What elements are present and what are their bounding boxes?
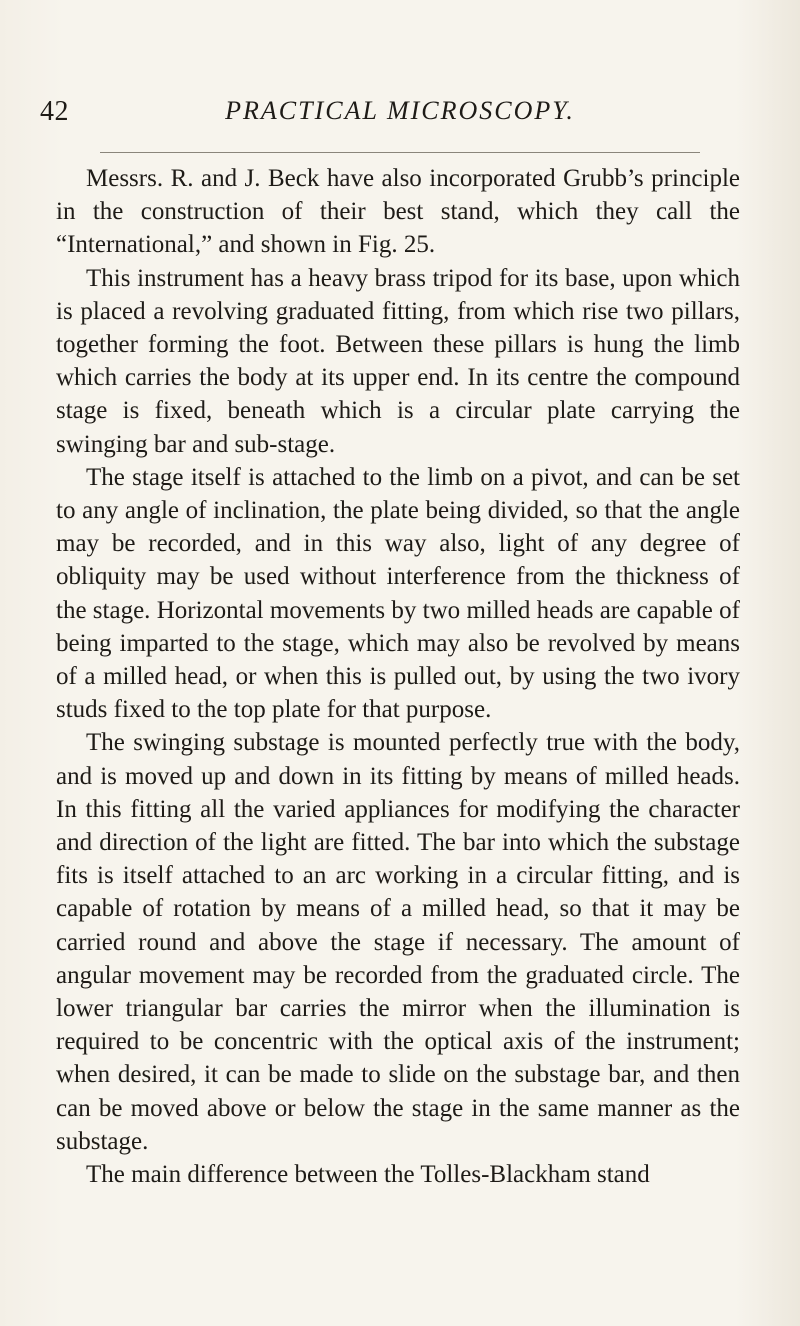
paragraph-tolles-blackham: The main difference between the Tolles-Blackham stand xyxy=(86,1161,650,1189)
running-title: PRACTICAL MICROSCOPY. xyxy=(225,96,575,125)
page-number: 42 xyxy=(40,96,69,127)
paragraph-swinging-substage: The swinging substage is mounted perfectly true with the body, and is moved up and down in its fitting by means of milled heads. In this fitting all the varied appliances for modifying the character and direction of the light are fitted. The bar into which the substage fits is itself attached to an arc working in a circular fitting, and is capable of rotation by means of a milled head, so that it may be carried round and above the stage if necessary. The amount of angular movement may be recorded from the graduated circle. The lower triangular bar carries the mirror when the illumination is required to be concentric with the optical axis of the instrument; when desired, it can be made to slide on the substage bar, and then can be moved above or below the stage in the same manner as the substage. xyxy=(56,729,740,1155)
paragraph-tripod-base: This instrument has a heavy brass tripod for its base, upon which is placed a revolving graduated fitting, from which rise two pillars, together forming the foot. Between these pillars is hung the limb which carries the body at its upper end. In its centre the compound stage is fixed, beneath which is a circular plate carrying the swinging bar and sub-stage. xyxy=(56,264,740,458)
page-header xyxy=(40,90,760,140)
paragraph-stage-pivot: The stage itself is attached to the limb on a pivot, and can be set to any angle of inclination, the plate being divided, so that the angle may be recorded, and in this way also, light of any degree of obliquity may be used without interference from the thickness of the stage. Horizontal movements by two milled heads are capable of being imparted to the stage, which may also be revolved by means of a milled head, or when this is pulled out, by using the two ivory studs fixed to the top plate for that purpose. xyxy=(56,463,740,724)
paragraph-beck-international: Messrs. R. and J. Beck have also incorporated Grubb’s principle in the construction of their best stand, which they call the “International,” and shown in Fig. 25. xyxy=(56,165,740,259)
body-text xyxy=(56,162,740,1191)
header-rule xyxy=(100,152,700,153)
